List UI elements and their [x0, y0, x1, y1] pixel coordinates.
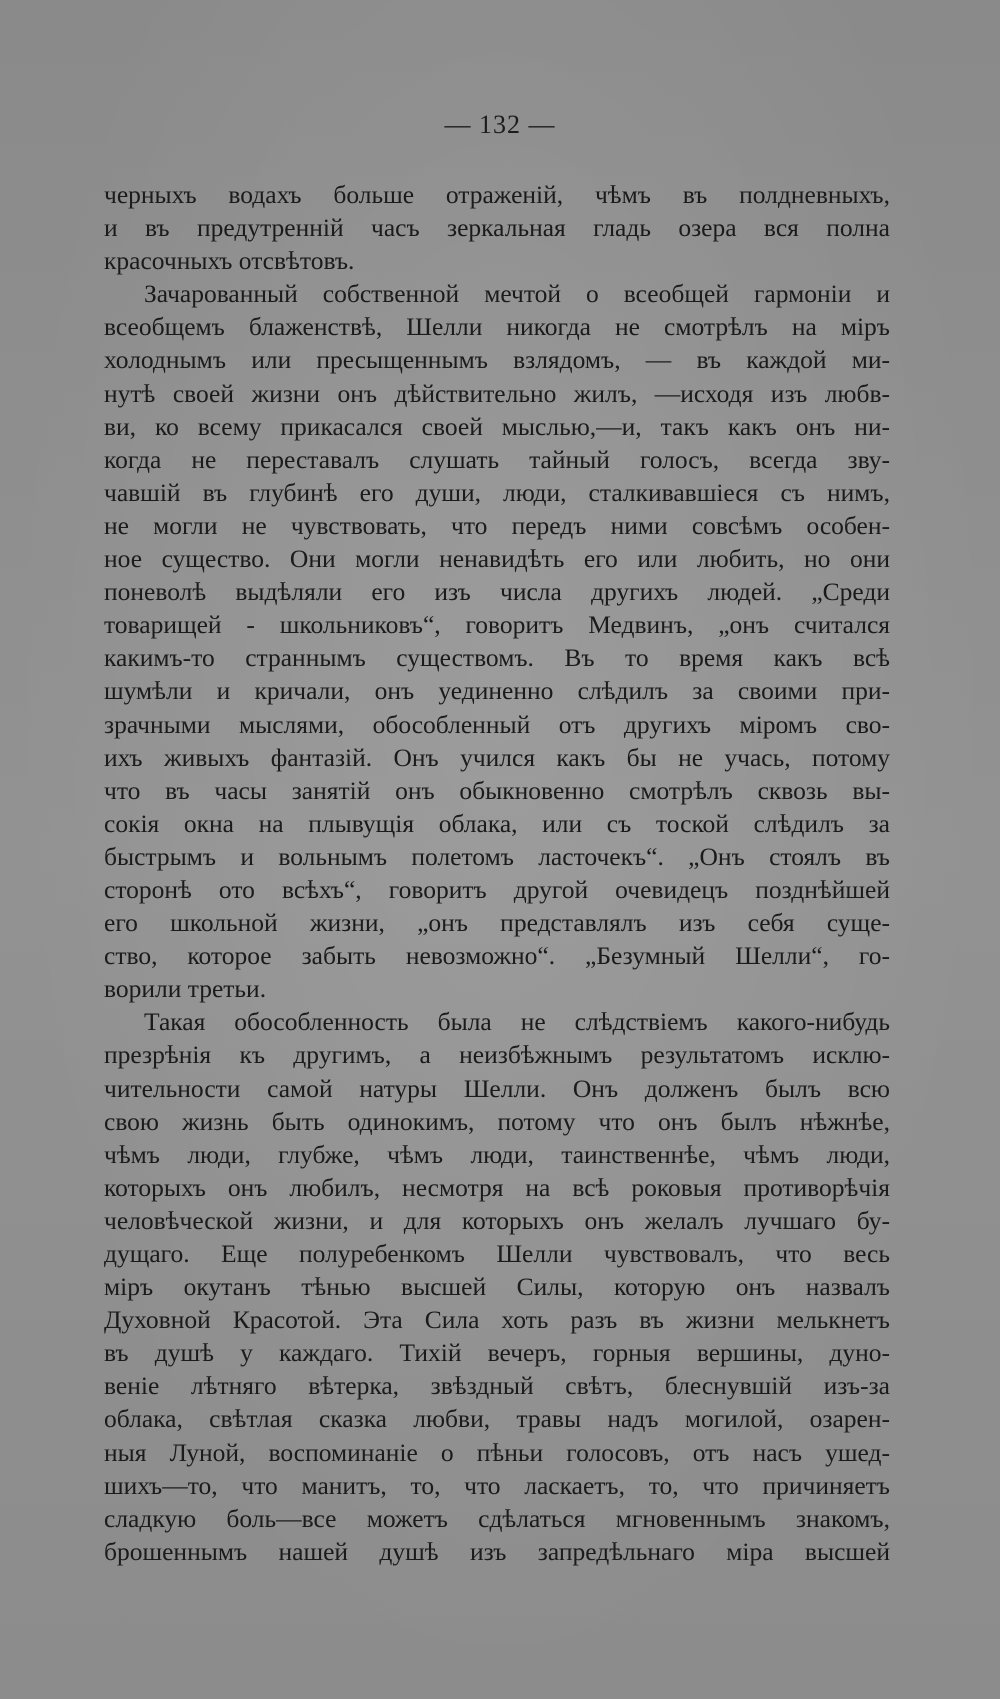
text-line: презрѣнія къ другимъ, а неизбѣжнымъ результатомъ исклю-	[104, 1040, 890, 1070]
text-line: холоднымъ или пресыщеннымъ взлядомъ, — въ каждой ми-	[104, 345, 890, 375]
text-line: міръ окутанъ тѣнью высшей Силы, которую онъ назвалъ	[104, 1272, 890, 1302]
text-line: ство, которое забыть невозможно“. „Безумный Шелли“, го-	[104, 941, 890, 971]
text-line: сторонѣ ото всѣхъ“, говоритъ другой очевидецъ позднѣйшей	[104, 874, 890, 904]
text-line: чительности самой натуры Шелли. Онъ долженъ былъ всю	[104, 1073, 890, 1103]
text-line: которыхъ онъ любилъ, несмотря на всѣ роковыя противорѣчія	[104, 1172, 890, 1202]
text-line: красочныхъ отсвѣтовъ.	[104, 246, 355, 276]
text-line: сладкую боль—все можетъ сдѣлаться мгновеннымъ знакомъ,	[104, 1503, 890, 1533]
text-line: что въ часы занятій онъ обыкновенно смотрѣлъ сквозь вы-	[104, 775, 890, 805]
text-line: ныя Луной, воспоминаніе о пѣньи голосовъ, отъ насъ ушед-	[104, 1437, 890, 1467]
body-text	[104, 178, 890, 1568]
text-line: ное существо. Они могли ненавидѣть его или любить, но они	[104, 544, 890, 574]
text-line: Духовной Красотой. Эта Сила хоть разъ въ жизни мелькнетъ	[104, 1305, 890, 1335]
text-line: ворили третьи.	[104, 974, 267, 1004]
text-line: зрачными мыслями, обособленный отъ другихъ міромъ сво-	[104, 709, 890, 739]
paragraph-start-line: Такая обособленность была не слѣдствіемъ какого-нибудь	[144, 1007, 890, 1037]
text-line: чавшій въ глубинѣ его души, люди, сталкивавшіеся съ нимъ,	[104, 477, 890, 507]
text-line: облака, свѣтлая сказка любви, травы надъ могилой, озарен-	[104, 1404, 890, 1434]
text-line: свою жизнь быть одинокимъ, потому что онъ былъ нѣжнѣе,	[104, 1106, 890, 1136]
text-line: человѣческой жизни, и для которыхъ онъ желалъ лучшаго бу-	[104, 1205, 890, 1235]
text-line: всеобщемъ блаженствѣ, Шелли никогда не смотрѣлъ на міръ	[104, 312, 890, 342]
text-line: и въ предутренній часъ зеркальная гладь озера вся полна	[104, 213, 890, 243]
text-line: шихъ—то, что манитъ, то, что ласкаетъ, то, что причиняетъ	[104, 1470, 890, 1500]
text-line: ихъ живыхъ фантазій. Онъ учился какъ бы не учась, потому	[104, 742, 890, 772]
text-line: нутѣ своей жизни онъ дѣйствительно жилъ, —исходя изъ любв-	[104, 378, 890, 408]
text-line: чѣмъ люди, глубже, чѣмъ люди, таинственнѣе, чѣмъ люди,	[104, 1139, 890, 1169]
text-line: поневолѣ выдѣляли его изъ числа другихъ людей. „Среди	[104, 577, 890, 607]
page-number: — 132 —	[444, 110, 556, 139]
text-line: въ душѣ у каждаго. Тихій вечеръ, горныя вершины, дуно-	[104, 1338, 890, 1368]
text-line: шумѣли и кричали, онъ уединенно слѣдилъ за своими при-	[104, 676, 890, 706]
text-line: товарищей - школьниковъ“, говоритъ Медвинъ, „онъ считался	[104, 610, 890, 640]
text-line: сокія окна на плывущія облака, или съ тоской слѣдилъ за	[104, 808, 890, 838]
text-line: брошеннымъ нашей душѣ изъ запредѣльнаго міра высшей	[104, 1536, 890, 1566]
text-line: веніе лѣтняго вѣтерка, звѣздный свѣтъ, блеснувшій изъ-за	[104, 1371, 890, 1401]
text-line: быстрымъ и вольнымъ полетомъ ласточекъ“. „Онъ стоялъ въ	[104, 841, 890, 871]
text-line: дущаго. Еще полуребенкомъ Шелли чувствовалъ, что весь	[104, 1239, 890, 1268]
text-line: его школьной жизни, „онъ представлялъ изъ себя суще-	[104, 908, 890, 938]
text-line: какимъ-то страннымъ существомъ. Въ то время какъ всѣ	[104, 643, 890, 673]
text-line: не могли не чувствовать, что передъ ними совсѣмъ особен-	[104, 510, 890, 540]
text-line: ви, ко всему прикасался своей мыслью,—и, такъ какъ онъ ни-	[104, 411, 890, 441]
text-line: когда не переставалъ слушать тайный голосъ, всегда зву-	[104, 444, 890, 474]
text-line: черныхъ водахъ больше отраженій, чѣмъ въ полдневныхъ,	[104, 180, 890, 209]
paragraph-start-line: Зачарованный собственной мечтой о всеобщей гармоніи и	[144, 279, 890, 309]
